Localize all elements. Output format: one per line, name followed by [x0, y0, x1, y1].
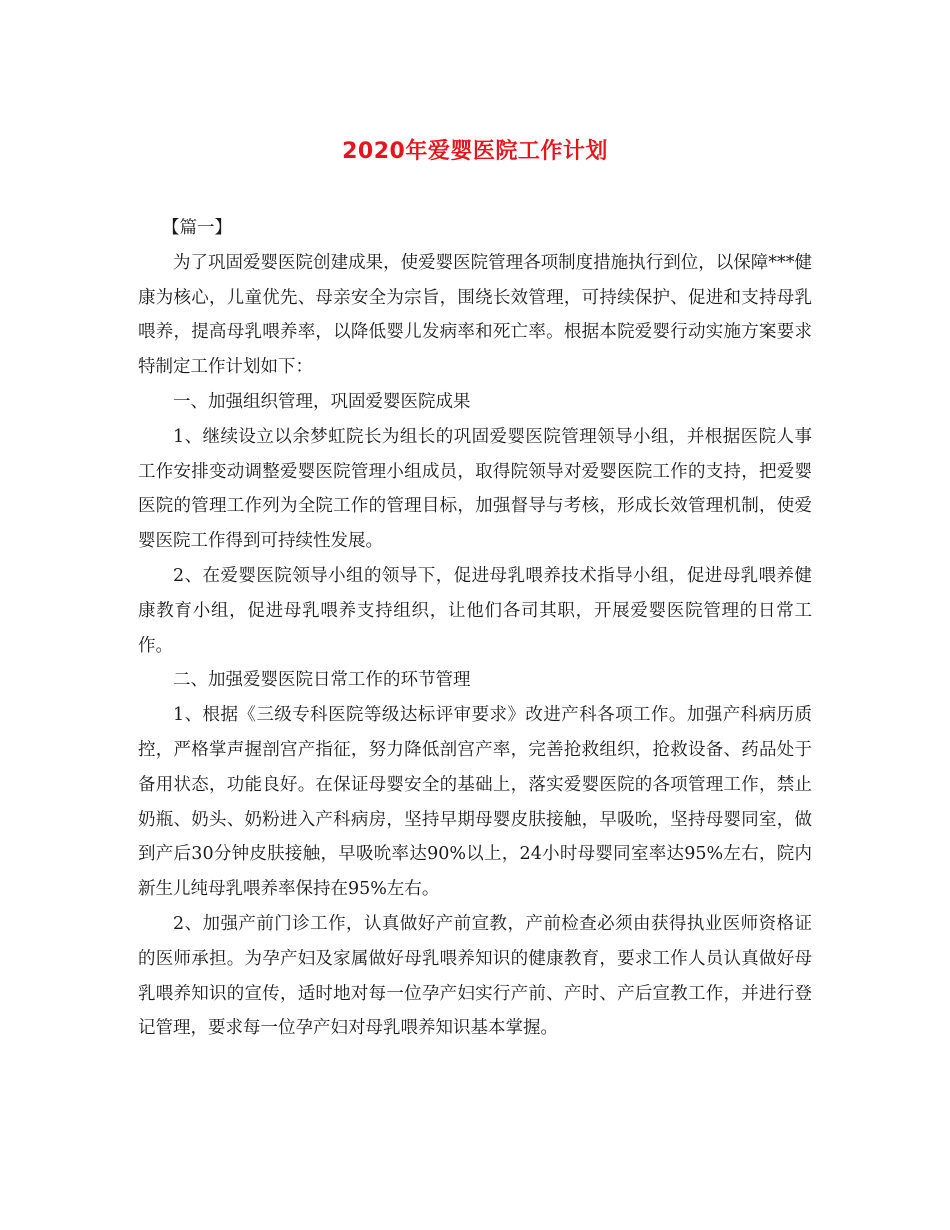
paragraph-section-two-item-1: 1、根据《三级专科医院等级达标评审要求》改进产科各项工作。加强产科病历质控，严格掌声握剖宫产指征，努力降低剖宫产率，完善抢救组织，抢救设备、药品处于备用状态，功能良好。在保证母婴安全的基础上，落实爱婴医院的各项管理工作，禁止奶瓶、奶头、奶粉进入产科病房，坚持早期母婴皮肤接触，早吸吮，坚持母婴同室，做到产后30分钟皮肤接触，早吸吮率达90%以上，24小时母婴同室率达95%左右，院内新生儿纯母乳喂养率保持在95%左右。 — [138, 705, 812, 900]
section-label: 【篇一】 — [162, 218, 232, 238]
document-title: 2020年爱婴医院工作计划 — [342, 139, 608, 164]
paragraph-section-one-item-2: 2、在爱婴医院领导小组的领导下，促进母乳喂养技术指导小组，促进母乳喂养健康教育小组，促进母乳喂养支持组织，让他们各司其职，开展爱婴医院管理的日常工作。 — [138, 565, 812, 656]
paragraph-intro: 为了巩固爱婴医院创建成果，使爱婴医院管理各项制度措施执行到位，以保障***健康为核心，儿童优先、母亲安全为宗旨，围绕长效管理，可持续保护、促进和支持母乳喂养，提高母乳喂养率，以降低婴儿发病率和死亡率。根据本院爱婴行动实施方案要求特制定工作计划如下： — [138, 252, 812, 378]
heading-section-one: 一、加强组织管理，巩固爱婴医院成果 — [173, 391, 471, 412]
heading-section-two: 二、加强爱婴医院日常工作的环节管理 — [173, 670, 471, 691]
paragraph-section-two-item-2: 2、加强产前门诊工作，认真做好产前宣教，产前检查必须由获得执业医师资格证的医师承担。为孕产妇及家属做好母乳喂养知识的健康教育，要求工作人员认真做好母乳喂养知识的宣传，适时地对每一位孕产妇实行产前、产时、产后宣教工作，并进行登记管理，要求每一位孕产妇对母乳喂养知识基本掌握。 — [138, 913, 812, 1039]
paragraph-section-one-item-1: 1、继续设立以余梦虹院长为组长的巩固爱婴医院管理领导小组，并根据医院人事工作安排变动调整爱婴医院管理小组成员，取得院领导对爱婴医院工作的支持，把爱婴医院的管理工作列为全院工作的管理目标，加强督导与考核，形成长效管理机制，使爱婴医院工作得到可持续性发展。 — [138, 426, 812, 552]
document-body — [138, 211, 812, 1046]
